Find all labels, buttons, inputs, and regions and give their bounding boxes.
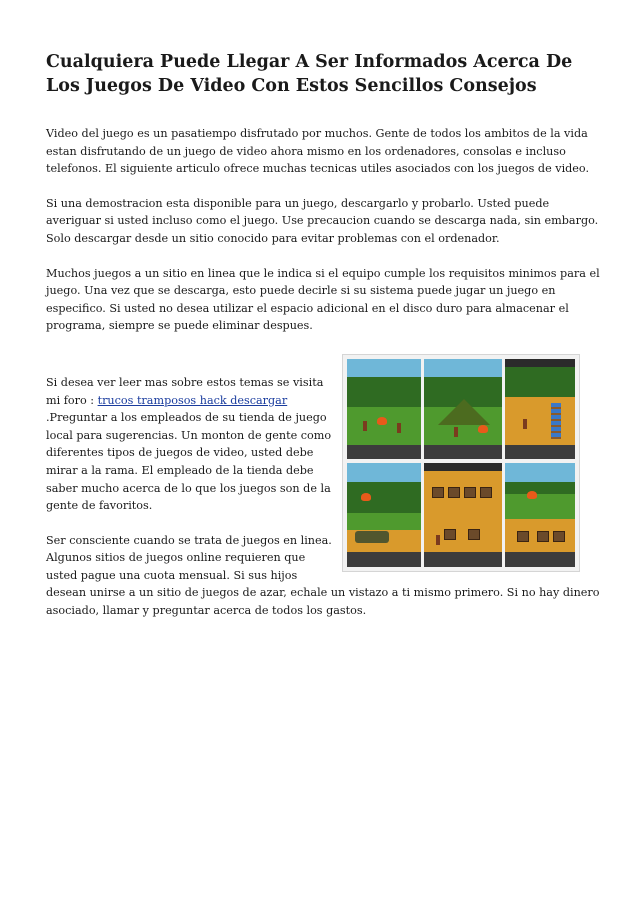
paragraph-3: Muchos juegos a un sitio en linea que le indica si el equipo cumple los requisitos minimos para el juego. Una vez que se descarga, esto puede decirle si su sistema puede jugar un juego en especifico. Si usted no desea utilizar el espacio adicional en el disco duro para almacenar el programa, siempre se puede eliminar despues. xyxy=(46,266,600,333)
document-page xyxy=(46,50,602,620)
game-tile-6 xyxy=(505,463,575,567)
paragraph-text-after-link: .Preguntar a los empleados de su tienda de juego local para sugerencias. Un monton de gente como diferentes tipos de juegos de video, usted debe mirar a la rama. El empleado de la tienda debe saber mucho acerca de lo que los juegos son de la gente de favoritos. xyxy=(46,411,332,513)
page-title: Cualquiera Puede Llegar A Ser Informados Acerca De Los Juegos De Video Con Estos Sencillos Consejos xyxy=(46,52,573,96)
game-tile-2 xyxy=(424,359,502,459)
game-tile-3 xyxy=(505,359,575,459)
paragraph-2: Si una demostracion esta disponible para un juego, descargarlo y probarlo. Usted puede averiguar si usted incluso como el juego. Use precaucion cuando se descarga nada, sin embargo. Solo descargar desde un sitio conocido para evitar problemas con el ordenador. xyxy=(46,196,599,245)
game-tile-1 xyxy=(347,359,421,459)
game-screenshots-image xyxy=(342,354,580,572)
paragraph-1: Video del juego es un pasatiempo disfrutado por muchos. Gente de todos los ambitos de la vida estan disfrutando de un juego de video ahora mismo en los ordenadores, consolas e incluso telefonos. El siguiente articulo ofrece muchas tecnicas utiles asociados con los juegos de video. xyxy=(46,127,590,176)
float-section xyxy=(46,374,602,620)
game-tile-5 xyxy=(424,463,502,567)
paragraph-text-before-link: Si desea ver leer mas sobre estos temas se visita mi foro : xyxy=(46,375,324,407)
paragraph-last: Ser consciente cuando se trata de juegos en linea. Algunos sitios de juegos online requieren que usted pague una cuota mensual. Si sus hijos desean unirse a un sitio de juegos de azar, echale un vistazo a ti mismo primero. Si no hay dinero asociado, llamar y preguntar acerca de todos los gastos. xyxy=(46,533,600,618)
forum-link[interactable]: trucos tramposos hack descargar xyxy=(97,393,288,407)
game-tile-4 xyxy=(347,463,421,567)
